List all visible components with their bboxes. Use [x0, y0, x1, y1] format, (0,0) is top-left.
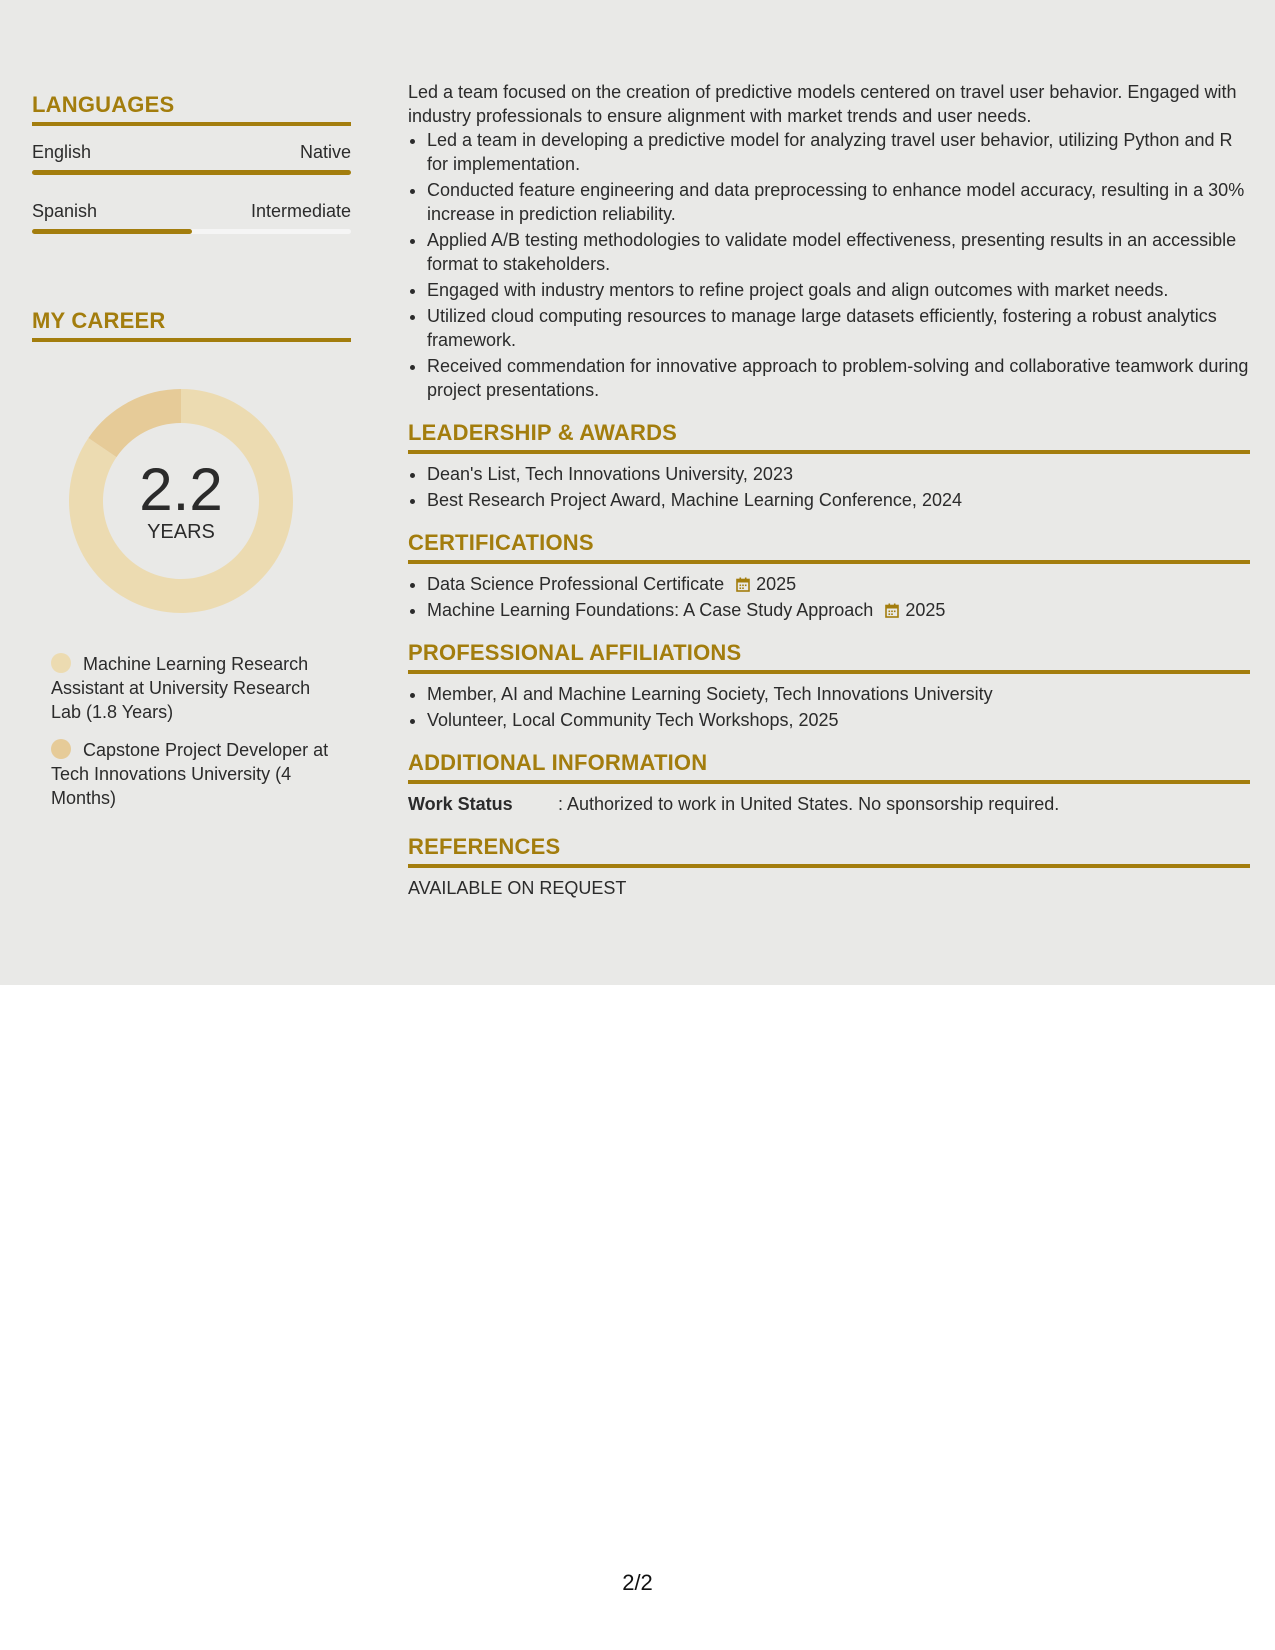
page-number: 2/2: [622, 1570, 653, 1595]
experience-summary: Led a team focused on the creation of predictive models centered on travel user behavior. Engaged with industry professionals to ensure alignment with market trends and user needs.: [408, 82, 1237, 126]
work-status-row: [408, 792, 1250, 816]
language-proficiency-fill: [32, 170, 351, 175]
leadership-section: [408, 420, 1250, 512]
certifications-title: CERTIFICATIONS: [408, 530, 1250, 564]
right-column: [408, 80, 1250, 900]
career-legend-label: Capstone Project Developer at Tech Innovations University (4 Months): [51, 740, 329, 808]
language-proficiency-fill: [32, 229, 192, 234]
career-title: MY CAREER: [32, 308, 351, 342]
legend-dot-icon: [51, 739, 71, 759]
additional-info-title: ADDITIONAL INFORMATION: [408, 750, 1250, 784]
references-title: REFERENCES: [408, 834, 1250, 868]
language-item: [32, 140, 351, 175]
affiliation-item: • Volunteer, Local Community Tech Workshops, 2025: [427, 708, 1250, 732]
leadership-item: • Best Research Project Award, Machine Learning Conference, 2024: [427, 488, 1250, 512]
affiliations-section: [408, 640, 1250, 732]
language-proficiency-bar: [32, 170, 351, 175]
additional-info-section: [408, 750, 1250, 816]
references-text: AVAILABLE ON REQUEST: [408, 878, 627, 898]
career-legend-item: [51, 652, 336, 724]
language-item: [32, 199, 351, 234]
certification-name: Machine Learning Foundations: A Case Study Approach: [427, 600, 874, 620]
experience-bullet: • Engaged with industry mentors to refine project goals and align outcomes with market needs.: [427, 278, 1250, 302]
legend-dot-icon: [51, 653, 71, 673]
calendar-icon: [885, 603, 899, 618]
affiliation-item: • Member, AI and Machine Learning Society, Tech Innovations University: [427, 682, 1250, 706]
language-name: English: [32, 142, 92, 162]
references-section: [408, 834, 1250, 900]
work-status-key: Work Status: [408, 794, 513, 814]
leadership-item: • Dean's List, Tech Innovations University, 2023: [427, 462, 1250, 486]
experience-bullet: • Utilized cloud computing resources to manage large datasets efficiently, fostering a robust analytics framework.: [427, 304, 1250, 352]
experience-bullet: • Applied A/B testing methodologies to validate model effectiveness, presenting results in an accessible format to stakeholders.: [427, 228, 1250, 276]
experience-bullet: • Received commendation for innovative approach to problem-solving and collaborative teamwork during project presentations.: [427, 354, 1250, 402]
certification-name: Data Science Professional Certificate: [427, 574, 725, 594]
career-total-value: 2.2: [139, 456, 223, 523]
language-level: Native: [299, 142, 351, 162]
career-legend-item: [51, 738, 336, 810]
work-status-value: : Authorized to work in United States. No sponsorship required.: [558, 794, 1060, 814]
career-legend-label: Machine Learning Research Assistant at University Research Lab (1.8 Years): [51, 654, 311, 722]
career-legend: [51, 652, 336, 810]
experience-bullet: • Conducted feature engineering and data preprocessing to enhance model accuracy, resulting in a 30% increase in prediction reliability.: [427, 178, 1250, 226]
left-column: [32, 92, 351, 824]
leadership-title: LEADERSHIP & AWARDS: [408, 420, 1250, 454]
language-level: Intermediate: [250, 201, 351, 221]
affiliations-title: PROFESSIONAL AFFILIATIONS: [408, 640, 1250, 674]
calendar-icon: [736, 577, 750, 592]
language-name: Spanish: [32, 201, 98, 221]
career-donut-chart: [66, 386, 296, 616]
certification-year: 2025: [756, 574, 797, 594]
experience-bullets: [408, 128, 1250, 402]
certifications-section: [408, 530, 1250, 622]
certification-year: 2025: [905, 600, 946, 620]
experience-bullet: • Led a team in developing a predictive model for analyzing travel user behavior, utilizing Python and R for implementation.: [427, 128, 1250, 176]
certification-item: [427, 572, 1250, 596]
language-proficiency-bar: [32, 229, 351, 234]
languages-title: LANGUAGES: [32, 92, 351, 126]
career-total-unit: YEARS: [147, 521, 215, 543]
certification-item: [427, 598, 1250, 622]
